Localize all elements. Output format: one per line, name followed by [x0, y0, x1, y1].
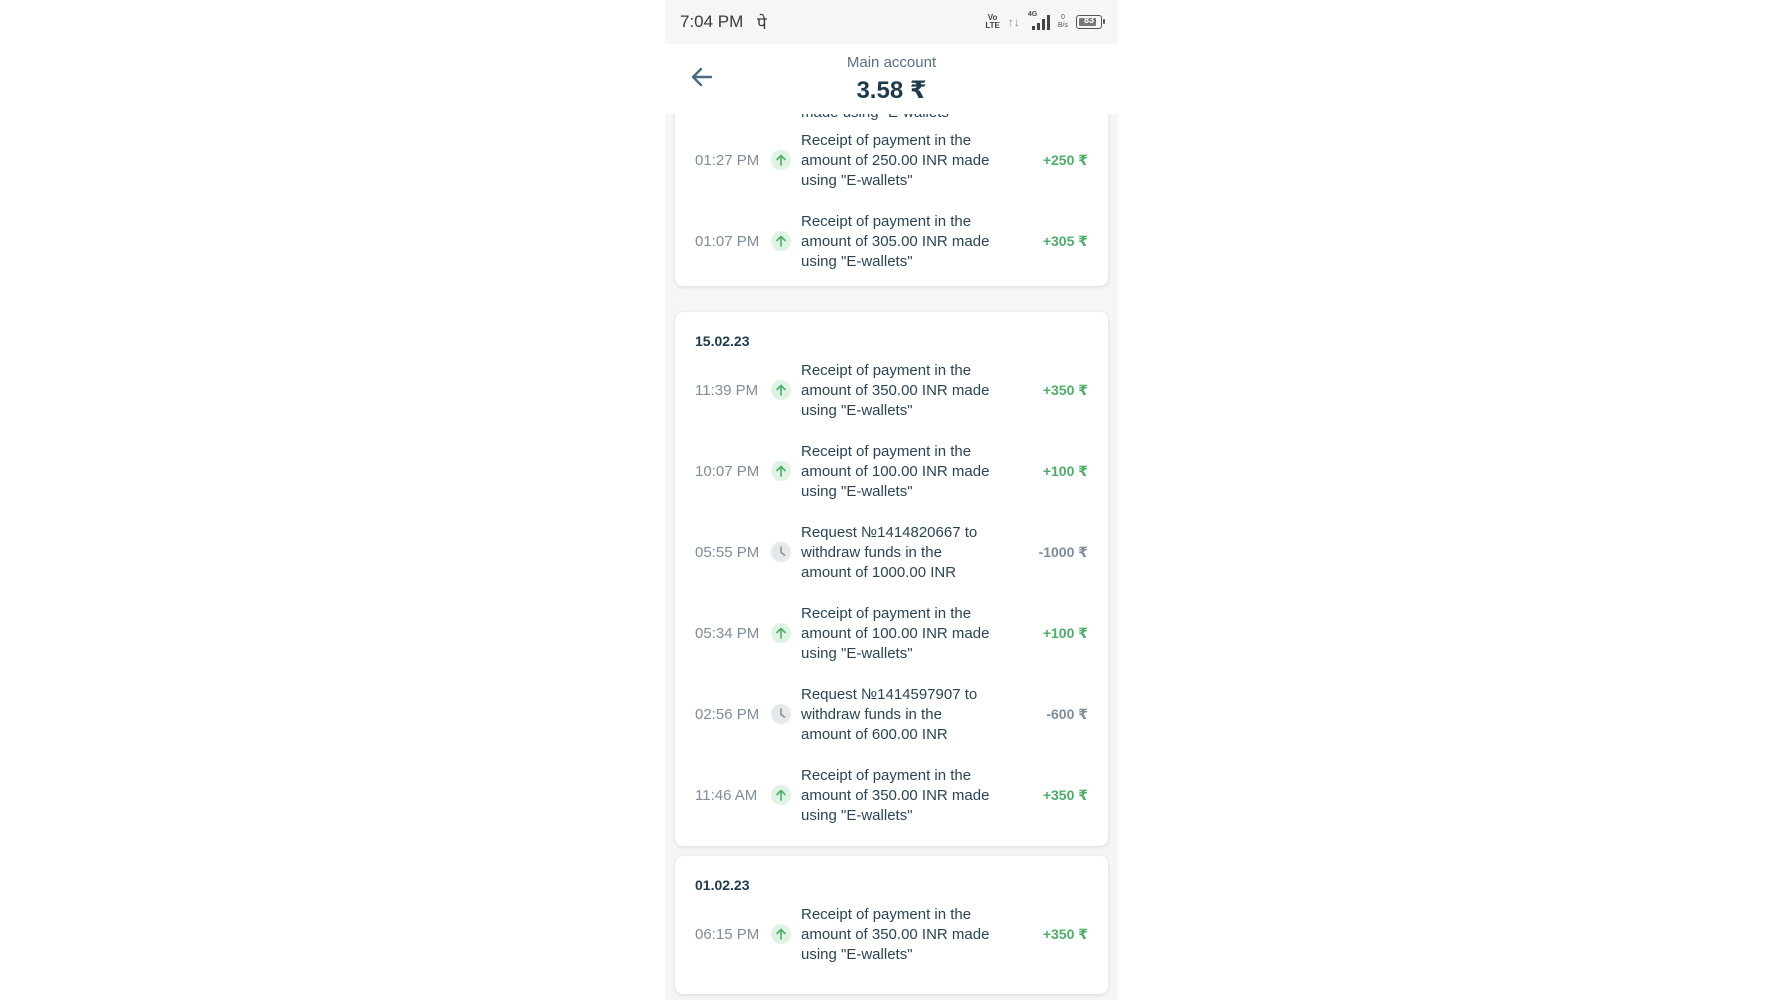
network-type: 4G — [1027, 11, 1038, 18]
arrow-up-icon — [771, 150, 791, 170]
transaction-group — [675, 94, 1108, 286]
arrow-up-icon — [771, 623, 791, 643]
account-label: Main account — [846, 54, 937, 71]
transaction-time: 05:55 PM — [695, 544, 760, 561]
transaction-time: 02:56 PM — [695, 706, 760, 723]
transaction-row[interactable] — [675, 763, 1108, 829]
arrow-up-icon — [771, 461, 791, 481]
volte-top: Vo — [987, 13, 998, 22]
transaction-time: 06:15 PM — [695, 926, 760, 943]
transaction-time: 11:46 AM — [695, 787, 758, 804]
account-balance: 3.58 ₹ — [856, 77, 927, 104]
transaction-row[interactable] — [675, 439, 1108, 505]
notification-glyph: पे — [757, 14, 767, 34]
transaction-time: 10:07 PM — [695, 463, 760, 480]
transaction-amount: +350 ₹ — [1042, 926, 1088, 942]
transaction-description: Receipt of payment in the amount of 100.00 INR made using "E-wallets" — [801, 605, 990, 662]
transaction-group — [675, 312, 1108, 846]
arrow-up-icon — [771, 380, 791, 400]
transaction-description: Receipt of payment in the amount of 350.00 INR made using "E-wallets" — [801, 906, 990, 963]
transaction-time: 01:07 PM — [695, 233, 760, 250]
transaction-amount: +100 ₹ — [1042, 463, 1088, 479]
transaction-description: Request №1414820667 to withdraw funds in the amount of 1000.00 INR — [801, 524, 978, 581]
transaction-description: Receipt of payment in the amount of 250.00 INR made using "E-wallets" — [801, 132, 990, 189]
arrow-up-icon — [771, 785, 791, 805]
group-date: 01.02.23 — [695, 877, 750, 893]
transaction-time: 01:27 PM — [695, 152, 760, 169]
transaction-list[interactable] — [665, 114, 1118, 1000]
transaction-time: 11:39 PM — [695, 382, 759, 399]
transaction-amount: -600 ₹ — [1046, 706, 1088, 722]
transaction-row[interactable] — [675, 358, 1108, 424]
battery-level: 83 — [1083, 15, 1094, 25]
battery-icon — [1076, 15, 1102, 29]
transaction-group — [675, 856, 1108, 994]
arrow-up-icon — [771, 924, 791, 944]
transaction-description: Receipt of payment in the amount of 350.00 INR made using "E-wallets" — [801, 767, 990, 824]
transaction-time: 05:34 PM — [695, 625, 760, 642]
status-time: 7:04 PM — [680, 12, 744, 31]
transaction-amount: +100 ₹ — [1042, 625, 1088, 641]
transaction-row[interactable] — [675, 520, 1108, 586]
transaction-row[interactable] — [675, 601, 1108, 667]
transaction-amount: +305 ₹ — [1042, 233, 1088, 249]
status-icons — [985, 13, 1102, 31]
volte-bottom: LTE — [985, 21, 1000, 30]
volte-icon — [985, 14, 1000, 30]
clock-icon — [771, 704, 791, 724]
transaction-row[interactable] — [675, 209, 1108, 275]
data-activity-icon: ↑↓ — [1007, 15, 1020, 29]
transaction-row[interactable] — [675, 902, 1108, 968]
transaction-description: Receipt of payment in the amount of 100.00 INR made using "E-wallets" — [801, 443, 990, 500]
transaction-amount: +350 ₹ — [1042, 787, 1088, 803]
network-speed — [1058, 14, 1068, 30]
account-header — [665, 44, 1118, 114]
transaction-row[interactable] — [675, 682, 1108, 748]
arrow-up-icon — [771, 231, 791, 251]
phone-screen — [665, 0, 1118, 1000]
status-bar — [665, 0, 1118, 44]
transaction-description: Request №1414597907 to withdraw funds in the amount of 600.00 INR — [801, 686, 978, 743]
speed-unit: B/s — [1057, 22, 1068, 29]
transaction-description: Receipt of payment in the amount of 305.00 INR made using "E-wallets" — [801, 213, 990, 270]
transaction-amount: -1000 ₹ — [1038, 544, 1088, 560]
group-date: 15.02.23 — [695, 333, 750, 349]
speed-value: 0 — [1060, 14, 1065, 21]
transaction-row[interactable] — [675, 128, 1108, 194]
transaction-description: Receipt of payment in the amount of 350.00 INR made using "E-wallets" — [801, 362, 990, 419]
transaction-amount: +350 ₹ — [1042, 382, 1088, 398]
clock-icon — [771, 542, 791, 562]
transaction-amount: +250 ₹ — [1042, 152, 1088, 168]
signal-icon — [1027, 11, 1050, 30]
